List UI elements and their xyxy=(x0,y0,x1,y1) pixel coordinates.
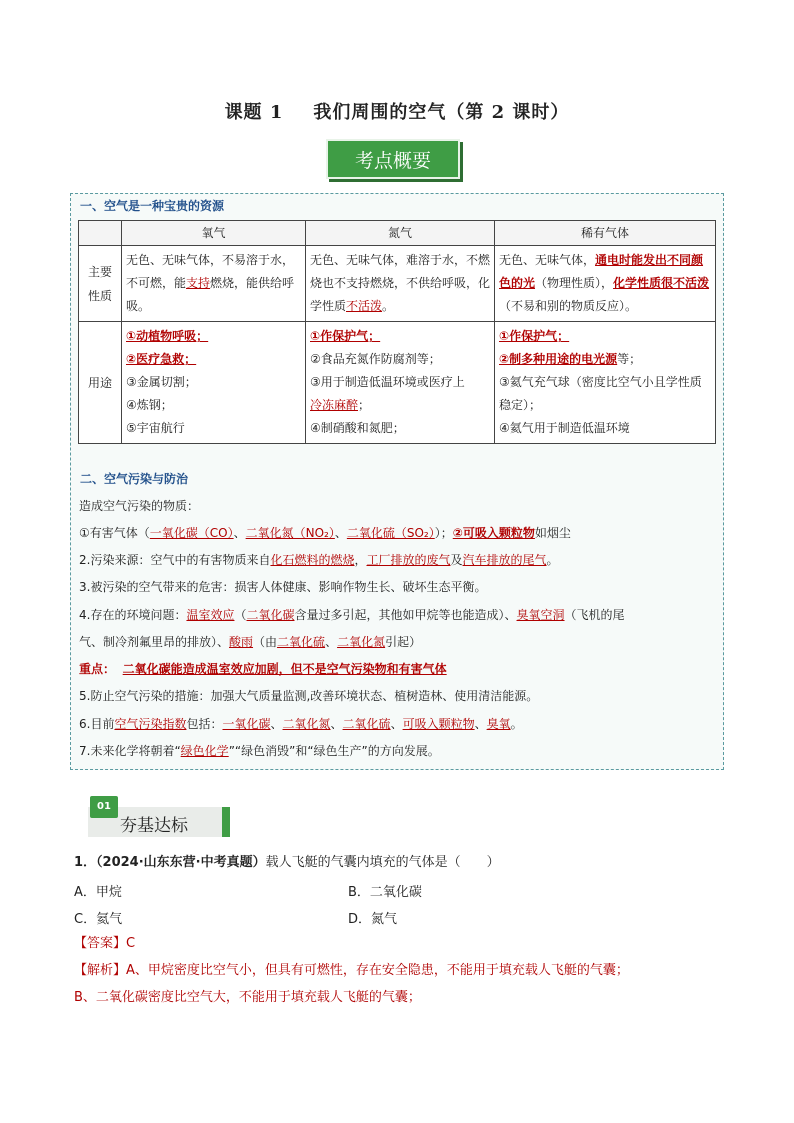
table-corner xyxy=(79,221,122,246)
option-d: D．氮气 xyxy=(348,912,398,927)
header-noble-gas: 稀有气体 xyxy=(495,221,716,246)
header-oxygen: 氧气 xyxy=(122,221,306,246)
section1-title: 一、空气是一种宝贵的资源 xyxy=(80,199,225,213)
table-row-uses xyxy=(79,322,716,444)
pollutants-list: ①有害气体（一氧化碳（CO）、二氧化氮（NO₂）、二氧化硫（SO₂））；②可吸入颗粒物如烟尘 xyxy=(79,526,571,540)
prevention-measures: 5.防止空气污染的措施：加强大气质量监测,改善环境状态、植树造林、使用清洁能源。 xyxy=(79,689,539,703)
option-a: A．甲烷 xyxy=(74,885,122,900)
pollution-index: 6.目前空气污染指数包括：一氧化碳、二氧化氮、二氧化硫、可吸入颗粒物、臭氧。 xyxy=(79,717,523,731)
pollution-harm: 3.被污染的空气带来的危害：损害人体健康、影响作物生长、破坏生态平衡。 xyxy=(79,580,487,594)
badge-accent-bar xyxy=(222,807,230,837)
environment-issues-cont: 气、制冷剂氟里昂的排放）、酸雨（由二氧化硫、二氧化氮引起） xyxy=(79,635,422,649)
section-badge xyxy=(82,796,232,838)
question-stem: 1．（2024·山东东营·中考真题）载人飞艇的气囊内填充的气体是（ ） xyxy=(74,855,500,870)
answer: 【答案】C xyxy=(74,936,136,951)
summary-banner: 考点概要 xyxy=(326,139,460,179)
badge-number: 01 xyxy=(90,796,118,818)
title-lesson: 课题 1 xyxy=(224,102,284,123)
analysis-line-2: B、二氧化碳密度比空气大，不能用于填充载人飞艇的气囊； xyxy=(74,990,421,1005)
nitrogen-properties: 无色、无味气体，难溶于水，不燃烧也不支持燃烧，不供给呼吸，化学性质不活泼。 xyxy=(306,246,495,322)
gas-properties-table xyxy=(78,220,716,444)
table-header-row xyxy=(79,221,716,246)
page-title xyxy=(0,98,794,124)
section2-title: 二、空气污染与防治 xyxy=(80,472,189,486)
noble-gas-uses: ①作保护气； ②制多种用途的电光源等； ③氦气充气球（密度比空气小且学性质稳定）； ④氦气用于制造低温环境 xyxy=(495,322,716,444)
row-label-properties: 主要性质 xyxy=(79,246,122,322)
pollutants-intro: 造成空气污染的物质： xyxy=(79,499,200,513)
environment-issues: 4.存在的环境问题：温室效应（二氧化碳含量过多引起，其他如甲烷等也能造成）、臭氧空洞（飞机的尾 xyxy=(79,608,625,622)
option-b: B．二氧化碳 xyxy=(348,885,422,900)
row-label-uses: 用途 xyxy=(79,322,122,444)
title-topic: 我们周围的空气（第 2 课时） xyxy=(313,102,570,123)
badge-title: 夯基达标 xyxy=(120,816,188,836)
noble-gas-properties: 无色、无味气体，通电时能发出不同颜色的光（物理性质），化学性质很不活泼（不易和别的物质反应）。 xyxy=(495,246,716,322)
green-chemistry: 7.未来化学将朝着“绿色化学”“绿色消毁”和“绿色生产”的方向发展。 xyxy=(79,744,440,758)
pollution-sources: 2.污染来源：空气中的有害物质来自化石燃料的燃烧，工厂排放的废气及汽车排放的尾气。 xyxy=(79,553,559,567)
table-row-properties xyxy=(79,246,716,322)
option-c: C．氦气 xyxy=(74,912,123,927)
nitrogen-uses: ①作保护气； ②食品充氮作防腐剂等； ③用于制造低温环境或医疗上 冷冻麻醉； ④制硝酸和氮肥； xyxy=(306,322,495,444)
header-nitrogen: 氮气 xyxy=(306,221,495,246)
key-point: 重点： 二氧化碳能造成温室效应加剧，但不是空气污染物和有害气体 xyxy=(79,662,447,676)
oxygen-uses: ①动植物呼吸； ②医疗急救； ③金属切割； ④炼钢； ⑤宇宙航行 xyxy=(122,322,306,444)
analysis-line-1: 【解析】A、甲烷密度比空气小，但具有可燃性，存在安全隐患，不能用于填充载人飞艇的气囊； xyxy=(74,963,629,978)
oxygen-properties: 无色、无味气体，不易溶于水，不可燃，能支持燃烧，能供给呼吸。 xyxy=(122,246,306,322)
